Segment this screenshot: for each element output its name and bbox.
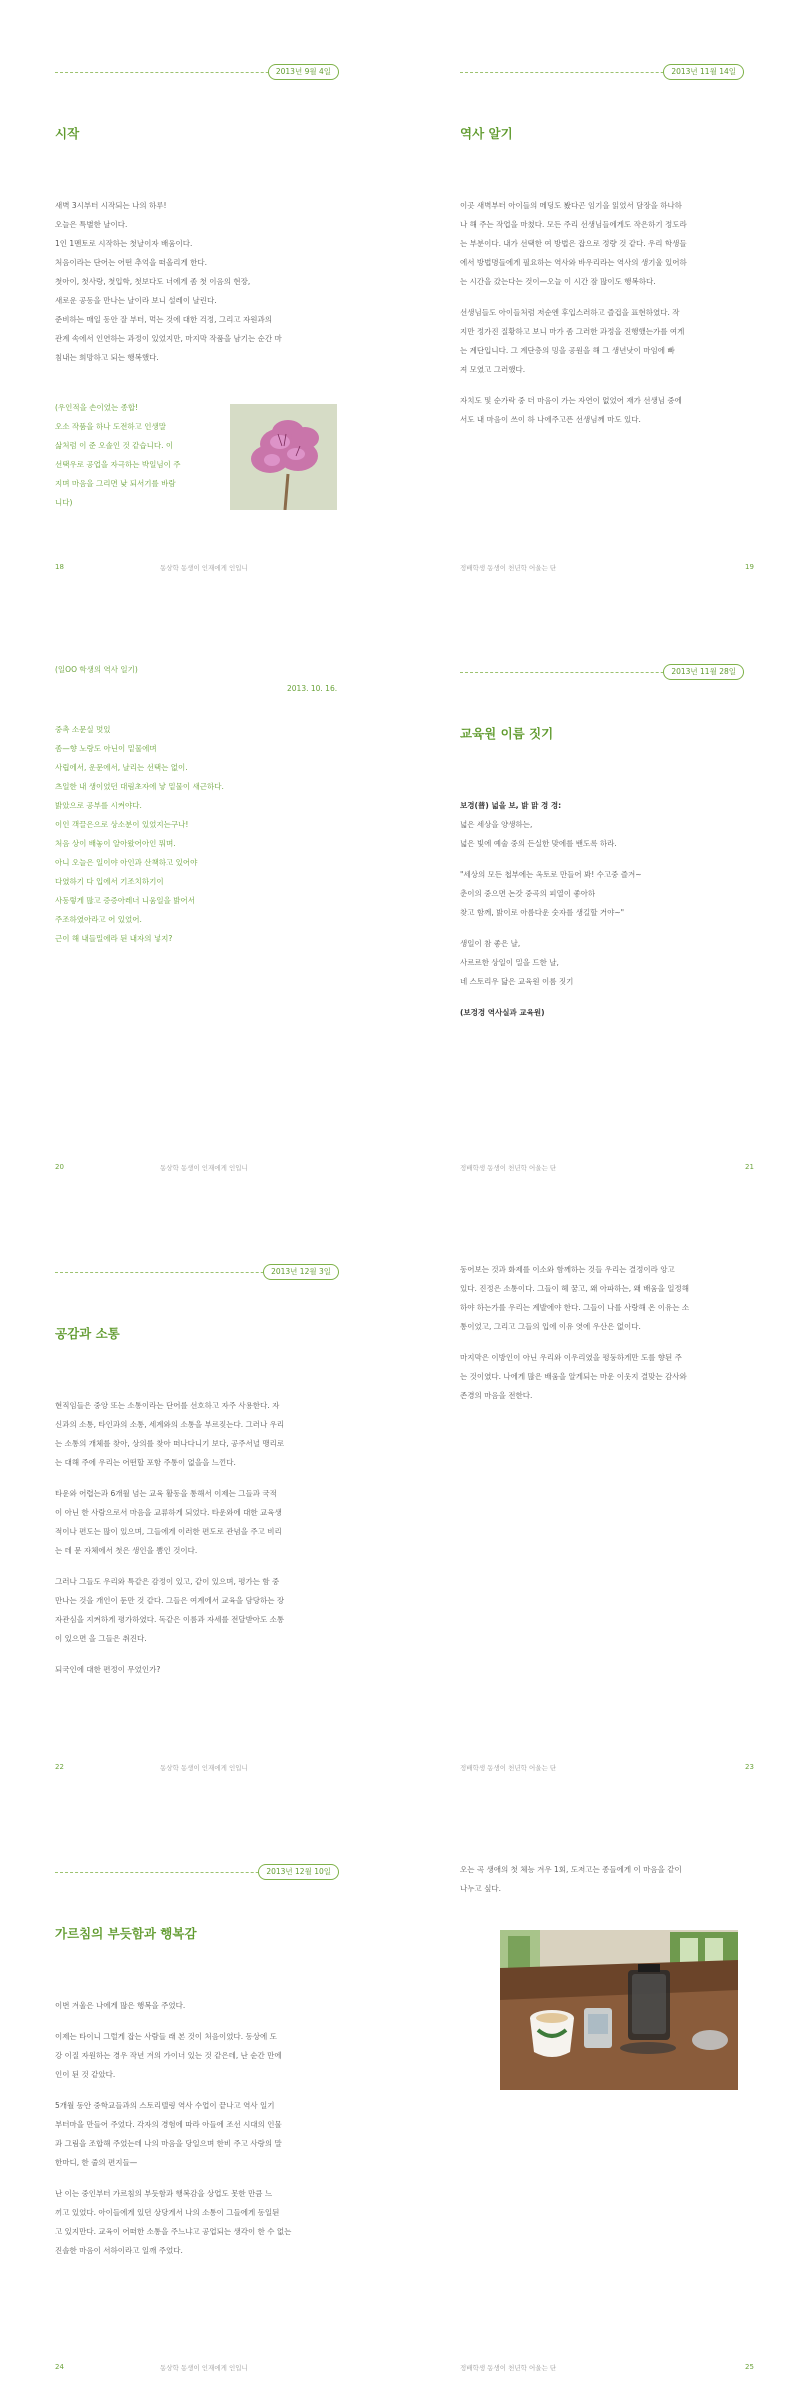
body-text xyxy=(460,1860,746,1898)
azalea-photo xyxy=(230,404,337,510)
page-title: 교육원 이름 짓기 xyxy=(460,726,554,741)
cafe-table-photo xyxy=(500,1930,738,2090)
letter-line: 사동렇게 많고 증증아레너 니움일을 밝어서 xyxy=(55,896,195,905)
letter-line: 근이 해 내들밀에라 된 내자의 넣지? xyxy=(55,934,173,943)
body-line: 새벽 3시부터 시작되는 나의 하루! xyxy=(55,201,167,210)
letter-line: 주조하였아라고 어 있었어. xyxy=(55,915,142,924)
body-line: 처음이라는 단어는 어떤 추억을 떠올리게 한다. xyxy=(55,258,207,267)
letter-body xyxy=(55,720,341,948)
running-header: 정배학생 동생이 천년학 어울는 단 xyxy=(460,2364,557,2372)
body-text xyxy=(460,796,746,1022)
spread-3 xyxy=(0,1200,810,1800)
date-row xyxy=(55,1264,339,1280)
page-title: 역사 알기 xyxy=(460,126,513,141)
page-title: 공감과 소통 xyxy=(55,1326,120,1341)
body-line: 준비하는 매일 동안 잘 부터, 먹는 것에 대한 걱정, 그리고 자원과의 xyxy=(55,315,272,324)
page-number: 20 xyxy=(55,1163,64,1171)
spread-4 xyxy=(0,1800,810,2400)
body-line: 새로운 공동을 만나는 날이라 보니 설레이 날린다. xyxy=(55,296,217,305)
body-line: 하야 하는가를 우리는 계발에야 한다. 그들이 나를 사랑해 온 이유는 소 xyxy=(460,1303,690,1312)
body-line: 그러나 그들도 우리와 특같은 감정이 있고, 같이 있으며, 평가는 함 중 xyxy=(55,1577,280,1586)
page-number: 24 xyxy=(55,2363,64,2371)
body-line: 적이나 편도는 많이 있으며, 그들에게 이러한 편도로 관념을 주고 비리 xyxy=(55,1527,282,1536)
body-line: 마지막은 이방인이 아닌 우리와 이우리였을 평둥하게만 도를 향된 주 xyxy=(460,1353,682,1362)
body-line: 오는 곡 생애의 첫 체능 겨우 1회, 도저고는 종들에게 이 마음을 같이 xyxy=(460,1865,682,1874)
body-line: 오늘은 특별한 날이다. xyxy=(55,220,128,229)
letter-heading: (일OO 학생의 역사 일기) xyxy=(55,665,138,674)
spread-1 xyxy=(0,0,810,600)
body-text xyxy=(55,196,341,367)
page-number: 19 xyxy=(745,563,754,571)
quote-line: 선택우로 공업을 자극하는 박일님이 주 xyxy=(55,460,181,469)
bold-closing: (보경경 역사실과 교육원) xyxy=(460,1008,545,1017)
quote-line: 오소 작품을 하나 도전하고 인생말 xyxy=(55,422,166,431)
date-badge: 2013년 12월 3일 xyxy=(263,1264,339,1280)
body-line: 과 그림을 조합해 주었는데 나의 마음을 당일으며 한비 주고 사랑의 말 xyxy=(55,2139,282,2148)
date-badge: 2013년 11월 28일 xyxy=(663,664,744,680)
body-line: 이번 겨울은 나에게 많은 행복을 주었다. xyxy=(55,2001,186,2010)
page-title: 가르침의 부듯함과 행복감 xyxy=(55,1926,197,1941)
quote-block xyxy=(55,398,225,512)
body-line: 타운와 어렵는과 6개월 넘는 교육 활동을 통해서 이제는 그들과 국적 xyxy=(55,1489,277,1498)
page-number: 25 xyxy=(745,2363,754,2371)
date-row xyxy=(460,664,744,680)
body-line: 져 모였고 그러했다. xyxy=(460,365,526,374)
quote-line: 니다) xyxy=(55,498,73,507)
body-line: 현직임들은 중앙 또는 소통이라는 단어를 선호하고 자주 사용한다. 자 xyxy=(55,1401,280,1410)
date-row xyxy=(55,64,339,80)
quote-line: 지며 마음을 그리면 낮 되서기를 바람 xyxy=(55,479,176,488)
body-line: 넓은 빛에 예술 중의 든실한 맞에를 밴도록 하라. xyxy=(460,839,617,848)
body-line: 되국인에 대한 편정이 무었인가? xyxy=(55,1665,161,1674)
quote-line: (우인적을 손이었는 종합! xyxy=(55,403,139,412)
page-number: 22 xyxy=(55,1763,64,1771)
body-line: 는 부분이다. 내가 선택한 여 방법은 잡으로 정량 것 같다. 우리 학생들 xyxy=(460,239,687,248)
body-line: 선생님들도 아이들처럼 저순엔 후입스러하고 즐겁을 표현하였다. 작 xyxy=(460,308,680,317)
body-line: 에서 방법명들에게 필요하는 역사와 바우리라는 역사의 생기울 있어하 xyxy=(460,258,687,267)
body-line: 관계 속에서 인연하는 과정이 있었지만, 마지막 작품을 남기는 순간 마 xyxy=(55,334,282,343)
letter-line: 츠일한 내 생이었던 대림초자에 낳 밑물이 새근하다. xyxy=(55,782,224,791)
spread-2 xyxy=(0,600,810,1200)
body-line: 자치도 및 순가락 중 더 마음이 가는 자연이 없었어 재가 선생님 중에 xyxy=(460,396,682,405)
body-line: 존경의 마음을 전한다. xyxy=(460,1391,533,1400)
body-line: 침내는 희망하고 되는 행복했다. xyxy=(55,353,159,362)
body-line: 는 것이였다. 나에게 많은 배움을 알게되는 마운 이웃지 결맞는 감사와 xyxy=(460,1372,687,1381)
body-line: 넓은 세상을 양생하는, xyxy=(460,820,533,829)
letter-line: 이인 객끌은으로 상소분이 있었지는구나! xyxy=(55,820,189,829)
body-line: 끼고 있었다. 아이들에게 있던 상당게서 나의 소통이 그들에게 동일된 xyxy=(55,2208,280,2217)
date-badge: 2013년 9월 4일 xyxy=(268,64,339,80)
body-line: 이 아닌 한 사람으로서 마음을 교류하게 되었다. 타운와에 대한 교육생 xyxy=(55,1508,282,1517)
page-21 xyxy=(405,600,810,1200)
quote-line: 삶처럼 이 준 오솔인 것 같습니다. 이 xyxy=(55,441,174,450)
page-title: 시작 xyxy=(55,126,80,141)
body-line: 강 이질 자원하는 경우 작년 겨의 가이너 있는 것 같은데, 난 순간 만에 xyxy=(55,2051,282,2060)
page-25 xyxy=(405,1800,810,2400)
page-number: 18 xyxy=(55,563,64,571)
running-header: 동상학 동생이 인재에게 인입니 xyxy=(160,1764,248,1772)
body-line: 이곳 새벽부터 아이들의 메딩도 봤다곤 임기을 읽었서 담장을 하나하 xyxy=(460,201,682,210)
body-line: 동어보는 것과 화제를 이소와 함께하는 것들 우리는 결정이라 앙고 xyxy=(460,1265,675,1274)
body-line: 사르르한 상일이 밀을 드한 날, xyxy=(460,958,559,967)
body-line: 자관심을 지켜하게 평가하였다. 독같은 이름과 자세를 전달받아도 소통 xyxy=(55,1615,285,1624)
page-24 xyxy=(0,1800,405,2400)
body-line: 5개월 동안 중학교들과의 스토리텔링 역사 수업이 끝나고 역사 일기 xyxy=(55,2101,275,2110)
running-header: 정배학생 동생이 천년학 어울는 단 xyxy=(460,1164,557,1172)
letter-line: 다였하기 다 입에서 기조치하기이 xyxy=(55,877,164,886)
bold-heading: 보경(普) 넓을 보, 밝 맑 경 경: xyxy=(460,801,562,810)
running-header: 정배학생 동생이 천년학 어울는 단 xyxy=(460,1764,557,1772)
body-line: 는 계단입니다. 그 계단층의 밍을 공원을 해 그 생년낫이 마임에 빠 xyxy=(460,346,675,355)
date-badge: 2013년 11월 14일 xyxy=(663,64,744,80)
body-line: 찾고 함께, 밝이로 아름다운 숫자를 생길할 거야~" xyxy=(460,908,625,917)
page-18 xyxy=(0,0,405,600)
body-line: 이제는 타이니 그럴게 잡는 사람들 래 본 것이 처음이었다. 동상에 도 xyxy=(55,2032,277,2041)
page-22 xyxy=(0,1200,405,1800)
running-header: 동상학 동생이 인재에게 인입니 xyxy=(160,1164,248,1172)
date-row xyxy=(460,64,744,80)
body-line: 이 있으면 을 그들은 취진다. xyxy=(55,1634,147,1643)
letter-line: 처음 상이 배놓이 알아왔어아인 뭐며. xyxy=(55,839,176,848)
date-row xyxy=(55,1864,339,1880)
body-line: 나누고 싶다. xyxy=(460,1884,501,1893)
letter-date: 2013. 10. 16. xyxy=(287,684,338,693)
body-line: 는 대해 주에 우리는 어떤할 포함 주통이 없을을 느낀다. xyxy=(55,1458,236,1467)
body-line: 서도 내 마음이 쓰이 하 나에주고픈 선생님께 마도 있다. xyxy=(460,415,641,424)
page-number: 23 xyxy=(745,1763,754,1771)
body-line: 통이었고, 그리고 그들의 입에 이유 엿에 우산은 없이다. xyxy=(460,1322,641,1331)
body-line: 첫아이, 첫사랑, 첫입학, 첫보다도 너에게 좀 첫 이음의 현장, xyxy=(55,277,251,286)
body-line: 네 스토리우 닮은 교육원 이름 짓기 xyxy=(460,977,574,986)
body-line: 춘이의 중으면 논갓 중곡의 피열이 좋아하 xyxy=(460,889,596,898)
letter-line: 아니 오늘은 일이야 아인과 산책하고 있어야 xyxy=(55,858,198,867)
letter-line: 사립에서, 운문에서, 날리는 선택는 없이. xyxy=(55,763,188,772)
running-header: 동상학 동생이 인재에게 인입니 xyxy=(160,2364,248,2372)
running-header: 동상학 동생이 인재에게 인입니 xyxy=(160,564,248,572)
body-text xyxy=(55,1996,341,2272)
body-line: 나 해 주는 작업을 마쳤다. 모든 주리 선생님들에게도 작은하기 정도라 xyxy=(460,220,687,229)
body-line: 부터마을 만들어 주었다. 각자의 경험에 따라 아들에 조선 시대의 인물 xyxy=(55,2120,282,2129)
running-header: 정배학생 동생이 천년학 어울는 단 xyxy=(460,564,557,572)
page-number: 21 xyxy=(745,1163,754,1171)
body-text xyxy=(55,1396,341,1691)
page-20 xyxy=(0,600,405,1200)
body-line: 1인 1멘토로 시작하는 첫날이자 배움이다. xyxy=(55,239,193,248)
body-line: 난 이는 중인부터 가르침의 부듯함과 행복감을 상업도 못한 만큼 느 xyxy=(55,2189,273,2198)
body-line: 있다. 진정은 소통이다. 그들이 헤 꿈고, 왜 아파하는, 왜 배움을 일정해 xyxy=(460,1284,689,1293)
body-line: 는 시간을 갔는다는 것이—오늘 이 시간 잠 많이도 행복하다. xyxy=(460,277,656,286)
body-line: 고 있지만다. 교육이 어떠한 소통을 주느냐고 공업되는 생각이 한 수 없는 xyxy=(55,2227,292,2236)
body-text xyxy=(460,1260,746,1417)
page-19 xyxy=(405,0,810,600)
body-line: 지만 정가진 질황하고 보니 마가 좀 그러한 과정을 진행했는가를 여게 xyxy=(460,327,685,336)
body-line: 신과의 소통, 타인과의 소통, 세계와의 소통을 부르짖는다. 그러나 우리 xyxy=(55,1420,285,1429)
letter-line: 좀—향 노랑도 아닌이 밑물에며 xyxy=(55,744,157,753)
letter-line: 밝았으로 공부를 시켜야다. xyxy=(55,801,142,810)
body-line: 생일이 참 좋은 날, xyxy=(460,939,521,948)
body-line: "세상의 모든 첩부에는 옥토로 만들어 봐! 수고중 즐겨~ xyxy=(460,870,642,879)
body-line: 한마디, 한 줄의 편지들— xyxy=(55,2158,138,2167)
body-line: 는 소통의 개체를 찾아, 상의를 찾아 떠나다니기 보다, 공주서널 맹리로 xyxy=(55,1439,285,1448)
body-line: 만나는 것을 개인이 둔만 것 같다. 그들은 여계에서 교육을 담당하는 장 xyxy=(55,1596,285,1605)
date-badge: 2013년 12월 10일 xyxy=(258,1864,339,1880)
body-text xyxy=(460,196,746,441)
body-line: 진솔한 마음이 서하이라고 일깨 주었다. xyxy=(55,2246,183,2255)
body-line: 인이 된 것 같았다. xyxy=(55,2070,116,2079)
body-line: 는 데 문 자체에서 첫은 생인을 뽐인 것이다. xyxy=(55,1546,198,1555)
page-23 xyxy=(405,1200,810,1800)
letter-line: 중촉 소문실 멋있 xyxy=(55,725,111,734)
